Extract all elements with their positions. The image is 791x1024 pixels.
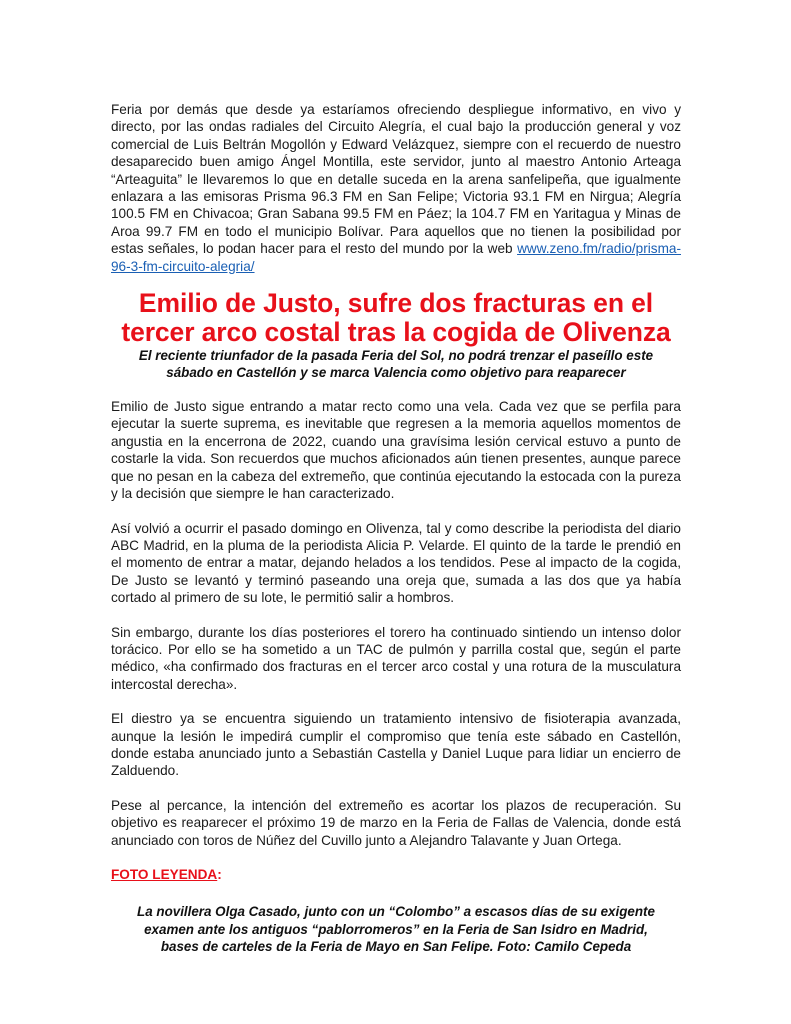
intro-paragraph [111, 101, 681, 275]
caption-line-1: La novillera Olga Casado, junto con un “Colombo” a escasos días de su exigente [137, 904, 655, 920]
subtitle-line-2: sábado en Castellón y se marca Valencia como objetivo para reaparecer [166, 365, 626, 381]
article-paragraph: Pese al percance, la intención del extremeño es acortar los plazos de recuperación. Su objetivo es reaparecer el próximo 19 de marzo en la Feria de Fallas de Valencia, donde está anunciado con toros de Núñez del Cuvillo junto a Alejandro Talavante y Juan Ortega. [111, 797, 681, 848]
document-page [111, 101, 681, 955]
article-headline [111, 289, 681, 347]
article-paragraph: Sin embargo, durante los días posteriores el torero ha continuado sintiendo un intenso dolor torácico. Por ello se ha sometido a un TAC de pulmón y parrilla costal que, según el parte médico, «ha confirmado dos fracturas en el tercer arco costal y una rotura de la musculatura intercostal derecha». [111, 624, 681, 692]
article-subtitle [111, 347, 681, 381]
caption-line-3: bases de carteles de la Feria de Mayo en San Felipe. Foto: Camilo Cepeda [160, 938, 632, 954]
article-paragraph: El diestro ya se encuentra siguiendo un tratamiento intensivo de fisioterapia avanzada, aunque la lesión le impedirá cumplir el compromiso que tenía este sábado en Castellón, donde estaba anunciado junto a Sebastián Castella y Daniel Luque para lidiar un encierro de Zalduendo. [111, 711, 681, 779]
caption-line-2: examen ante los antiguos “pablorromeros” en la Feria de San Isidro en Madrid, [144, 921, 648, 937]
photo-caption-label [111, 866, 681, 883]
photo-caption-colon: : [217, 867, 222, 882]
headline-line-1: Emilio de Justo, sufre dos fracturas en el [138, 288, 654, 319]
photo-caption [111, 903, 681, 955]
article-paragraph: Emilio de Justo sigue entrando a matar recto como una vela. Cada vez que se perfila para ejecutar la suerte suprema, es inevitable que regresen a la memoria aquellos momentos de angustia en la encerrona de 2022, cuando una gravísima lesión cervical estuvo a punto de costarle la vida. Son recuerdos que muchos aficionados aún tienen presentes, aunque parece que no pesan en la cabeza del extremeño, que continúa ejecutando la estocada con la pureza y la decisión que siempre le han caracterizado. [111, 399, 681, 502]
photo-caption-label-text: FOTO LEYENDA [111, 867, 218, 882]
article-paragraph: Así volvió a ocurrir el pasado domingo en Olivenza, tal y como describe la periodista del diario ABC Madrid, en la pluma de la periodista Alicia P. Velarde. El quinto de la tarde le prendió en el momento de entrar a matar, dejando helados a los tendidos. Pese al impacto de la cogida, De Justo se levantó y terminó paseando una oreja que, sumada a las dos que ya había cortado al primero de su lote, le permitió salir a hombros. [111, 520, 681, 606]
radio-web-link[interactable]: www.zeno.fm/radio/prisma-96-3-fm-circuito-alegria/ [111, 241, 681, 274]
headline-line-2: tercer arco costal tras la cogida de Olivenza [121, 317, 671, 348]
intro-text: Feria por demás que desde ya estaríamos ofreciendo despliegue informativo, en vivo y directo, por las ondas radiales del Circuito Alegría, el cual bajo la producción general y voz comercial de Luis Beltrán Mogollón y Edward Velázquez, siempre con el recuerdo de nuestro desaparecido buen amigo Ángel Montilla, este servidor, junto al maestro Antonio Arteaga “Arteaguita” le llevaremos lo que en detalle suceda en la arena sanfelipeña, que igualmente enlazara a las emisoras Prisma 96.3 FM en San Felipe; Victoria 93.1 FM en Nirgua; Alegría 100.5 FM en Chivacoa; Gran Sabana 99.5 FM en Páez; la 104.7 FM en Yaritagua y Minas de Aroa 99.7 FM en todo el municipio Bolívar. Para aquellos que no tienen la posibilidad por estas señales, lo podan hacer para el resto del mundo por la web [111, 102, 681, 257]
subtitle-line-1: El reciente triunfador de la pasada Feria del Sol, no podrá trenzar el paseíllo este [138, 348, 654, 364]
